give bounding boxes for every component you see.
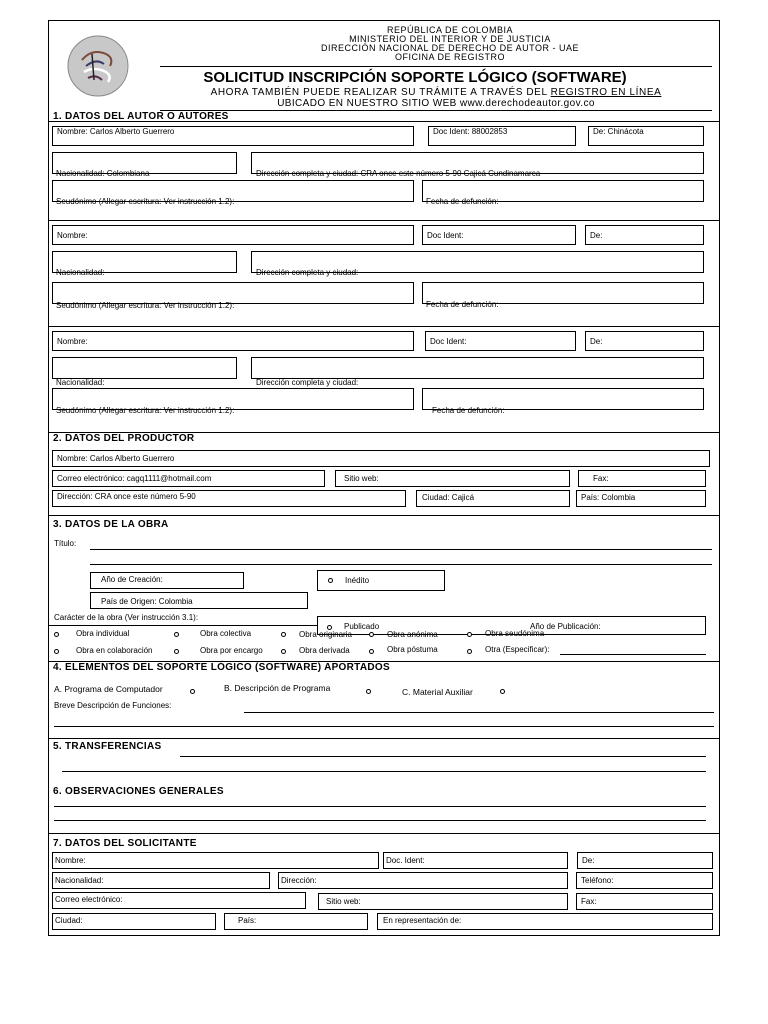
author2-from-field[interactable]: De: (585, 225, 704, 245)
observations-line-1[interactable] (54, 806, 706, 807)
opt-obra-seudonima: Obra seudónima (485, 629, 545, 638)
opt-obra-colectiva: Obra colectiva (200, 629, 252, 638)
radio-obra-seudonima[interactable] (467, 632, 472, 637)
author3-name-field[interactable]: Nombre: (52, 331, 414, 351)
section-5-title: 5. TRANSFERENCIAS (53, 741, 162, 752)
author3-address-field[interactable] (251, 357, 704, 379)
applicant-fax-field[interactable]: Fax: (576, 893, 713, 910)
producer-address-field[interactable]: Dirección: CRA once este número 5-90 (52, 490, 406, 507)
registro-en-linea-link[interactable]: REGISTRO EN LÍNEA (550, 87, 662, 98)
applicant-website-field[interactable]: Sitio web: (318, 893, 568, 910)
element-b-label: B. Descripción de Programa (224, 683, 331, 693)
radio-obra-individual[interactable] (54, 632, 59, 637)
author2-doc-field[interactable]: Doc Ident: (422, 225, 576, 245)
author3-from-field[interactable]: De: (585, 331, 704, 351)
opt-obra-encargo: Obra por encargo (200, 646, 263, 655)
author1-death-date-label: Fecha de defunción: (426, 197, 499, 206)
work-title-line-2[interactable] (90, 564, 712, 565)
functions-line-2[interactable] (54, 726, 714, 727)
creation-year-field[interactable]: Año de Creación: (90, 572, 244, 589)
opt-obra-anonima: Obra anónima (387, 630, 438, 639)
opt-obra-postuma: Obra póstuma (387, 645, 438, 654)
radio-obra-encargo[interactable] (174, 649, 179, 654)
transfers-line-1[interactable] (180, 756, 706, 757)
header-office: OFICINA DE REGISTRO (394, 52, 505, 62)
producer-website-field[interactable]: Sitio web: (335, 470, 570, 487)
radio-obra-colectiva[interactable] (174, 632, 179, 637)
applicant-phone-field[interactable]: Teléfono: (576, 872, 713, 889)
radio-obra-anonima[interactable] (369, 632, 374, 637)
opt-obra-originaria: Obra originaria (299, 630, 352, 639)
author2-nationality-label: Nacionalidad: (56, 268, 105, 277)
origin-country-field[interactable]: País de Origen: Colombia (90, 592, 308, 609)
unpublished-radio[interactable] (328, 578, 333, 583)
header-subtitle-1: AHORA TAMBIÉN PUEDE REALIZAR SU TRÁMITE A TRAVÉS DEL REGISTRO EN LÍNEA (210, 87, 662, 98)
logo-emblem (66, 34, 130, 98)
author3-nationality-field[interactable] (52, 357, 237, 379)
author2-death-date-label: Fecha de defunción: (426, 300, 499, 309)
functions-line-1[interactable] (244, 712, 714, 713)
opt-obra-derivada: Obra derivada (299, 646, 350, 655)
section-6-title: 6. OBSERVACIONES GENERALES (53, 786, 224, 797)
transfers-line-2[interactable] (62, 771, 706, 772)
observations-line-2[interactable] (54, 820, 706, 821)
work-title-line[interactable] (90, 549, 712, 550)
section-7-title: 7. DATOS DEL SOLICITANTE (53, 838, 197, 849)
radio-obra-originaria[interactable] (281, 632, 286, 637)
header-subtitle-2: UBICADO EN NUESTRO SITIO WEB www.derechodeautor.gov.co (277, 98, 595, 109)
author3-pseudonym-label: Seudónimo (Allegar escritura: Ver instrucción 1.2): (56, 406, 235, 415)
author2-pseudonym-label: Seudónimo (Allegar escritura: Ver instrucción 1.2): (56, 301, 235, 310)
work-character-label: Carácter de la obra (Ver instrucción 3.1): (54, 613, 199, 622)
author1-name-field[interactable]: Nombre: Carlos Alberto Guerrero (52, 126, 414, 146)
author1-pseudonym-label: Seudónimo (Allegar escritura: Ver instrucción 1.2): (56, 197, 235, 206)
author3-nationality-label: Nacionalidad: (56, 378, 105, 387)
section-2-title: 2. DATOS DEL PRODUCTOR (53, 433, 195, 444)
radio-element-c[interactable] (500, 689, 505, 694)
opt-obra-colaboracion: Obra en colaboración (76, 646, 153, 655)
radio-otra[interactable] (467, 649, 472, 654)
section-1-title: 1. DATOS DEL AUTOR O AUTORES (53, 111, 229, 122)
author2-address-label: Dirección completa y ciudad: (256, 268, 359, 277)
producer-city-field[interactable]: Ciudad: Cajicá (416, 490, 570, 507)
applicant-country-field[interactable]: País: (224, 913, 368, 930)
author3-doc-field[interactable]: Doc Ident: (425, 331, 576, 351)
form-title: SOLICITUD INSCRIPCIÓN SOPORTE LÓGICO (SOFTWARE) (203, 69, 627, 86)
author2-name-field[interactable]: Nombre: (52, 225, 414, 245)
otra-specify-line[interactable] (560, 654, 706, 655)
radio-obra-postuma[interactable] (369, 649, 374, 654)
radio-element-b[interactable] (366, 689, 371, 694)
producer-country-field[interactable]: País: Colombia (576, 490, 706, 507)
producer-email-field[interactable]: Correo electrónico: cagq1111@hotmail.com (52, 470, 325, 487)
applicant-representation-field[interactable]: En representación de: (377, 913, 713, 930)
author1-address-label: Dirección completa y ciudad: CRA once este número 5-90 Cajicá Cundinamarca (256, 169, 541, 178)
radio-obra-colaboracion[interactable] (54, 649, 59, 654)
header-ministry: MINISTERIO DEL INTERIOR Y DE JUSTICIA (349, 34, 551, 44)
applicant-address-field[interactable]: Dirección: (278, 872, 568, 889)
element-c-label: C. Material Auxiliar (402, 687, 473, 697)
applicant-doc-field[interactable]: Doc. Ident: (383, 852, 568, 869)
unpublished-option[interactable]: Inédito (317, 570, 445, 591)
applicant-email-field[interactable]: Correo electrónico: (52, 892, 306, 909)
functions-description-label: Breve Descripción de Funciones: (54, 701, 172, 710)
applicant-name-field[interactable]: Nombre: (52, 852, 379, 869)
author1-from-field[interactable]: De: Chinácota (588, 126, 704, 146)
opt-otra: Otra (Especificar): (485, 645, 550, 654)
producer-name-field[interactable]: Nombre: Carlos Alberto Guerrero (52, 450, 710, 467)
work-title-label: Título: (54, 539, 77, 548)
radio-obra-derivada[interactable] (281, 649, 286, 654)
header-republic: REPÚBLICA DE COLOMBIA (386, 25, 514, 35)
producer-fax-field[interactable]: Fax: (578, 470, 706, 487)
author1-doc-field[interactable]: Doc Ident: 88002853 (428, 126, 576, 146)
section-3-title: 3. DATOS DE LA OBRA (53, 519, 169, 530)
opt-obra-individual: Obra individual (76, 629, 130, 638)
applicant-city-field[interactable]: Ciudad: (52, 913, 216, 930)
author3-address-label: Dirección completa y ciudad: (256, 378, 359, 387)
published-option[interactable]: Publicado Año de Publicación: (317, 616, 706, 635)
applicant-nationality-field[interactable]: Nacionalidad: (52, 872, 270, 889)
applicant-from-field[interactable]: De: (577, 852, 713, 869)
header-direction: DIRECCIÓN NACIONAL DE DERECHO DE AUTOR - UAE (320, 43, 580, 53)
radio-element-a[interactable] (190, 689, 195, 694)
author3-death-date-label: Fecha de defunción: (432, 406, 505, 415)
element-a-label: A. Programa de Computador (54, 684, 163, 694)
author1-nationality-label: Nacionalidad: Colombiana (56, 169, 150, 178)
section-4-title: 4. ELEMENTOS DEL SOPORTE LÓGICO (SOFTWARE) APORTADOS (53, 662, 390, 673)
